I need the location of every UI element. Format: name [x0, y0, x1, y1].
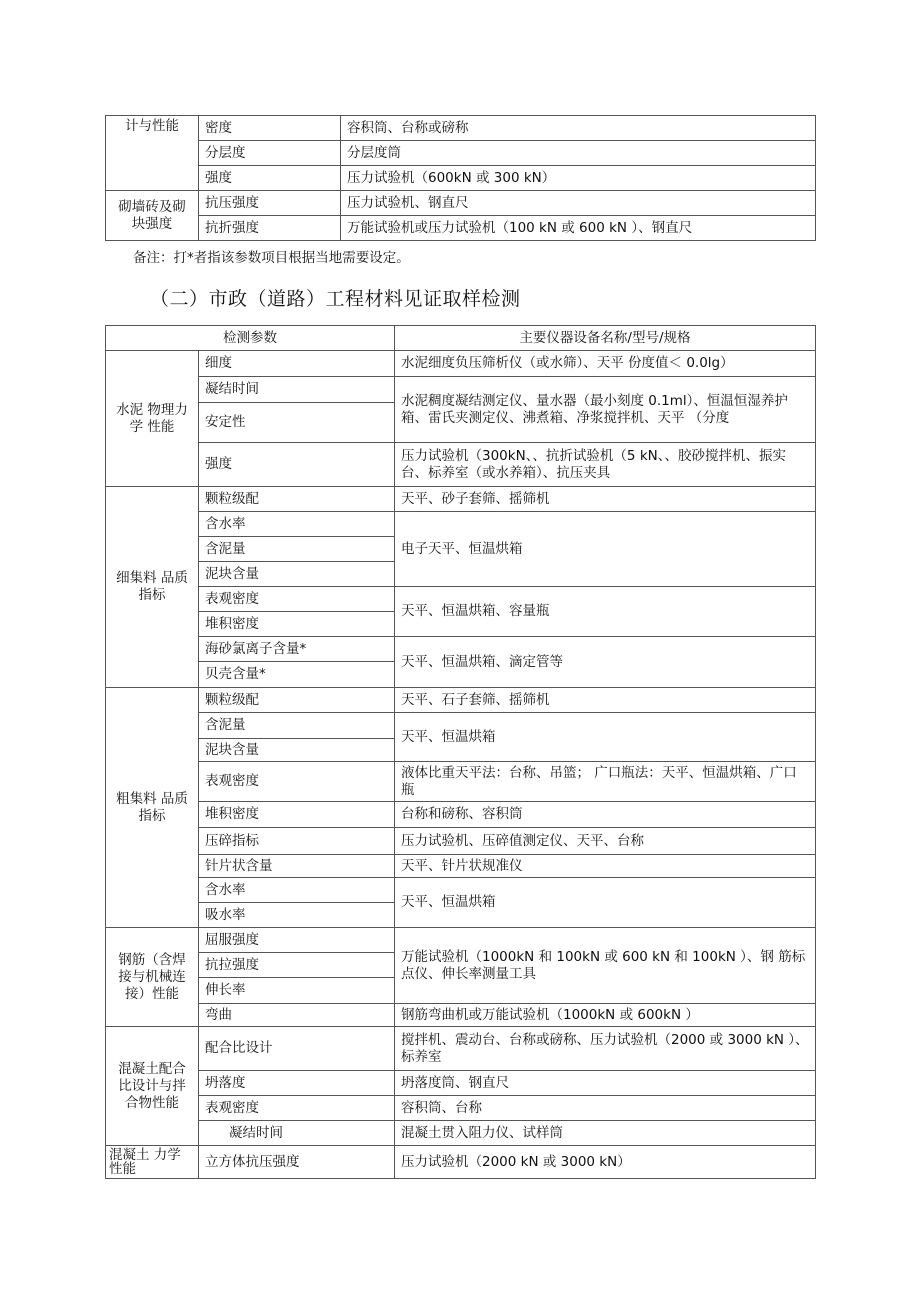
param-cell: 堆积密度 [199, 612, 395, 637]
param-cell: 泥块含量 [199, 562, 395, 587]
param-cell: 细度 [199, 351, 395, 377]
equip-cell: 坍落度筒、钢直尺 [395, 1071, 816, 1096]
param-cell: 压碎指标 [199, 828, 395, 855]
table-mortar-brick [105, 115, 816, 241]
equip-cell: 天平、石子套筛、摇筛机 [395, 688, 816, 713]
category-cell: 混凝土配合比设计与拌合物性能 [106, 1027, 199, 1146]
param-cell: 抗拉强度 [199, 953, 395, 978]
equip-cell: 容积筒、台称 [395, 1096, 816, 1121]
section-title: （二）市政（道路）工程材料见证取样检测 [150, 288, 521, 310]
equip-cell: 天平、恒温烘箱 [395, 878, 816, 928]
param-cell: 强度 [199, 443, 395, 487]
param-cell: 表观密度 [199, 587, 395, 612]
param-cell: 坍落度 [199, 1071, 395, 1096]
header-equip: 主要仪器设备名称/型号/规格 [395, 326, 816, 351]
param-cell: 海砂氯离子含量* [199, 637, 395, 662]
category-cell: 水泥 物理力学 性能 [106, 351, 199, 487]
param-cell: 立方体抗压强度 [199, 1146, 395, 1179]
equip-cell: 分层度筒 [341, 141, 816, 166]
param-cell: 伸长率 [199, 978, 395, 1004]
equip-cell: 水泥细度负压筛析仪（或水筛）、天平 份度值＜ 0.0lg） [395, 351, 816, 377]
header-param: 检测参数 [106, 326, 395, 351]
param-cell: 含泥量 [199, 537, 395, 562]
equip-cell: 压力试验机（2000 kN 或 3000 kN） [395, 1146, 816, 1179]
param-cell: 针片状含量 [199, 855, 395, 878]
equip-cell: 压力试验机（300kN、、抗折试验机（5 kN、、胶砂搅拌机、振实台、标养室（或水养箱）、抗压夹具 [395, 443, 816, 487]
param-cell: 凝结时间 [199, 377, 395, 403]
param-cell: 表观密度 [199, 1096, 395, 1121]
param-cell: 凝结时间 [199, 1121, 395, 1146]
equip-cell: 天平、砂子套筛、摇筛机 [395, 487, 816, 512]
param-cell: 吸水率 [199, 903, 395, 928]
equip-cell: 压力试验机、压碎值测定仪、天平、台称 [395, 828, 816, 855]
equip-cell: 混凝土贯入阻力仪、试样筒 [395, 1121, 816, 1146]
category-cell: 计与性能 [106, 116, 199, 191]
table-municipal-materials [105, 325, 816, 1179]
category-cell: 细集料 品质指标 [106, 487, 199, 688]
equip-cell: 天平、恒温烘箱、容量瓶 [395, 587, 816, 637]
equip-cell: 钢筋弯曲机或万能试验机（1000kN 或 600kN ） [395, 1004, 816, 1027]
category-cell: 混凝土 力学性能 [106, 1146, 199, 1179]
param-cell: 泥块含量 [199, 739, 395, 762]
param-cell: 密度 [199, 116, 341, 141]
category-cell: 钢筋（含焊接与机械连接）性能 [106, 928, 199, 1027]
param-cell: 含水率 [199, 512, 395, 537]
param-cell: 颗粒级配 [199, 487, 395, 512]
param-cell: 含泥量 [199, 713, 395, 739]
table-note: 备注：打*者指该参数项目根据当地需要设定。 [133, 250, 410, 266]
param-cell: 安定性 [199, 403, 395, 443]
param-cell: 颗粒级配 [199, 688, 395, 713]
param-cell: 贝壳含量* [199, 662, 395, 688]
equip-cell: 天平、恒温烘箱、滴定管等 [395, 637, 816, 688]
category-cell: 粗集料 品质指标 [106, 688, 199, 928]
equip-cell: 容积筒、台称或磅称 [341, 116, 816, 141]
param-cell: 抗压强度 [199, 191, 341, 216]
param-cell: 分层度 [199, 141, 341, 166]
param-cell: 配合比设计 [199, 1027, 395, 1071]
category-cell: 砌墙砖及砌块强度 [106, 191, 199, 241]
param-cell: 含水率 [199, 878, 395, 903]
equip-cell: 电子天平、恒温烘箱 [395, 512, 816, 587]
equip-cell: 液体比重天平法：台称、吊篮； 广口瓶法：天平、恒温烘箱、广口瓶 [395, 762, 816, 802]
equip-cell: 压力试验机、钢直尺 [341, 191, 816, 216]
equip-cell: 万能试验机（1000kN 和 100kN 或 600 kN 和 100kN ）、钢 筋标点仪、伸长率测量工具 [395, 928, 816, 1004]
equip-cell: 台称和磅称、容积筒 [395, 802, 816, 828]
equip-cell: 天平、针片状规准仪 [395, 855, 816, 878]
param-cell: 弯曲 [199, 1004, 395, 1027]
param-cell: 抗折强度 [199, 216, 341, 241]
param-cell: 堆积密度 [199, 802, 395, 828]
equip-cell: 万能试验机或压力试验机（100 kN 或 600 kN ）、钢直尺 [341, 216, 816, 241]
param-cell: 表观密度 [199, 762, 395, 802]
equip-cell: 天平、恒温烘箱 [395, 713, 816, 762]
equip-cell: 搅拌机、震动台、台称或磅称、压力试验机（2000 或 3000 kN ）、标养室 [395, 1027, 816, 1071]
param-cell: 屈服强度 [199, 928, 395, 953]
param-cell: 强度 [199, 166, 341, 191]
equip-cell: 压力试验机（600kN 或 300 kN） [341, 166, 816, 191]
equip-cell: 水泥稠度凝结测定仪、量水器（最小刻度 0.1ml）、恒温恒湿养护箱、雷氏夹测定仪、沸煮箱、净浆搅拌机、天平 （分度 [395, 377, 816, 443]
